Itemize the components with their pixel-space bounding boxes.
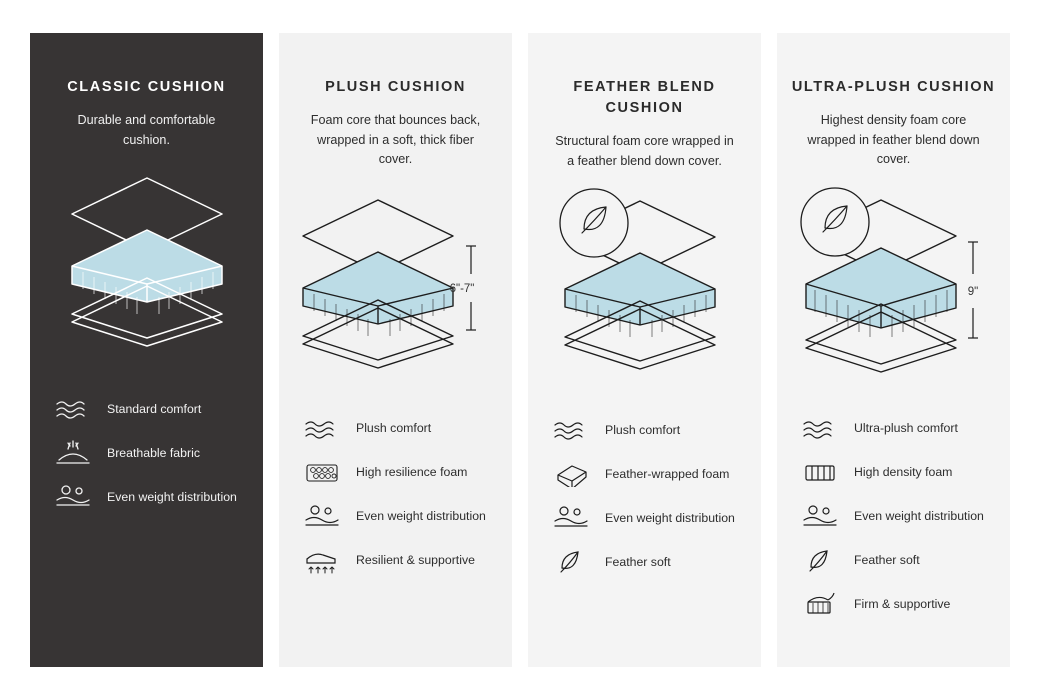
layered-cushion-diagram-dark [47, 158, 247, 358]
feature-label: Resilient & supportive [356, 553, 475, 568]
layered-cushion-diagram-with-leaf-badge [781, 178, 1006, 378]
feature-item [301, 407, 490, 451]
even-weight-icon [301, 503, 343, 531]
feature-label: Standard comfort [107, 401, 202, 416]
feature-label: Feather soft [854, 553, 920, 568]
card-title: FEATHER BLEND CUSHION [573, 79, 716, 117]
feature-label: Even weight distribution [854, 509, 984, 524]
feature-label: Plush comfort [605, 422, 681, 437]
feature-item [52, 387, 241, 431]
cushion-layers-illustration [528, 179, 761, 394]
layered-cushion-diagram-with-leaf-badge [532, 179, 757, 379]
dimension-label: 9" [967, 285, 979, 298]
card-description: Durable and comfortable cushion. [77, 113, 216, 147]
card-title: PLUSH CUSHION [325, 79, 466, 95]
even-weight-icon [52, 483, 94, 511]
cushion-card-plush [279, 33, 512, 667]
feature-item [550, 496, 739, 540]
feature-item [550, 408, 739, 452]
feature-item [799, 407, 988, 451]
feature-item [301, 451, 490, 495]
card-title: ULTRA-PLUSH CUSHION [791, 79, 996, 95]
feature-item [301, 539, 490, 583]
feature-label: Ultra-plush comfort [854, 421, 958, 436]
waves-icon [52, 398, 94, 420]
waves-icon [301, 418, 343, 440]
feature-item [799, 495, 988, 539]
breathable-fabric-icon [52, 440, 94, 466]
feature-item [550, 540, 739, 584]
features-list [52, 387, 241, 519]
honeycomb-foam-icon [301, 460, 343, 486]
feature-label: High resilience foam [356, 465, 468, 480]
card-title: CLASSIC CUSHION [67, 79, 226, 95]
feature-item [799, 451, 988, 495]
dimension-label: 6"-7" [449, 282, 475, 295]
feature-label: Even weight distribution [605, 510, 735, 525]
features-list [550, 408, 739, 584]
even-weight-icon [550, 504, 592, 532]
cushion-card-ultra-plush [777, 33, 1010, 667]
cushion-layers-illustration [777, 178, 1010, 393]
foam-block-icon [550, 461, 592, 487]
feature-item [799, 583, 988, 627]
cushion-card-classic [30, 33, 263, 667]
waves-icon [550, 419, 592, 441]
feature-label: Firm & supportive [854, 597, 951, 612]
feature-label: Plush comfort [356, 421, 432, 436]
firm-support-icon [799, 591, 841, 619]
feature-label: Breathable fabric [107, 445, 200, 460]
high-density-foam-icon [799, 461, 841, 485]
feather-icon [799, 547, 841, 575]
feather-icon [550, 548, 592, 576]
feature-label: Even weight distribution [356, 509, 486, 524]
cushion-card-feather-blend [528, 33, 761, 667]
card-description: Structural foam core wrapped in a feather blend down cover. [555, 134, 734, 168]
feature-label: Feather-wrapped foam [605, 466, 730, 481]
cushion-layers-illustration [279, 178, 512, 393]
feature-item [52, 475, 241, 519]
feature-item [550, 452, 739, 496]
layered-cushion-diagram [283, 178, 508, 378]
feature-label: Even weight distribution [107, 489, 237, 504]
resilient-support-icon [301, 547, 343, 575]
feature-item [301, 495, 490, 539]
features-list [301, 407, 490, 583]
cushion-layers-illustration [30, 158, 263, 373]
even-weight-icon [799, 503, 841, 531]
waves-icon [799, 418, 841, 440]
feature-item [52, 431, 241, 475]
feature-item [799, 539, 988, 583]
card-description: Highest density foam core wrapped in feather blend down cover. [807, 113, 980, 167]
features-list [799, 407, 988, 627]
feature-label: Feather soft [605, 554, 671, 569]
feature-label: High density foam [854, 465, 953, 480]
card-description: Foam core that bounces back, wrapped in a soft, thick fiber cover. [310, 113, 481, 167]
